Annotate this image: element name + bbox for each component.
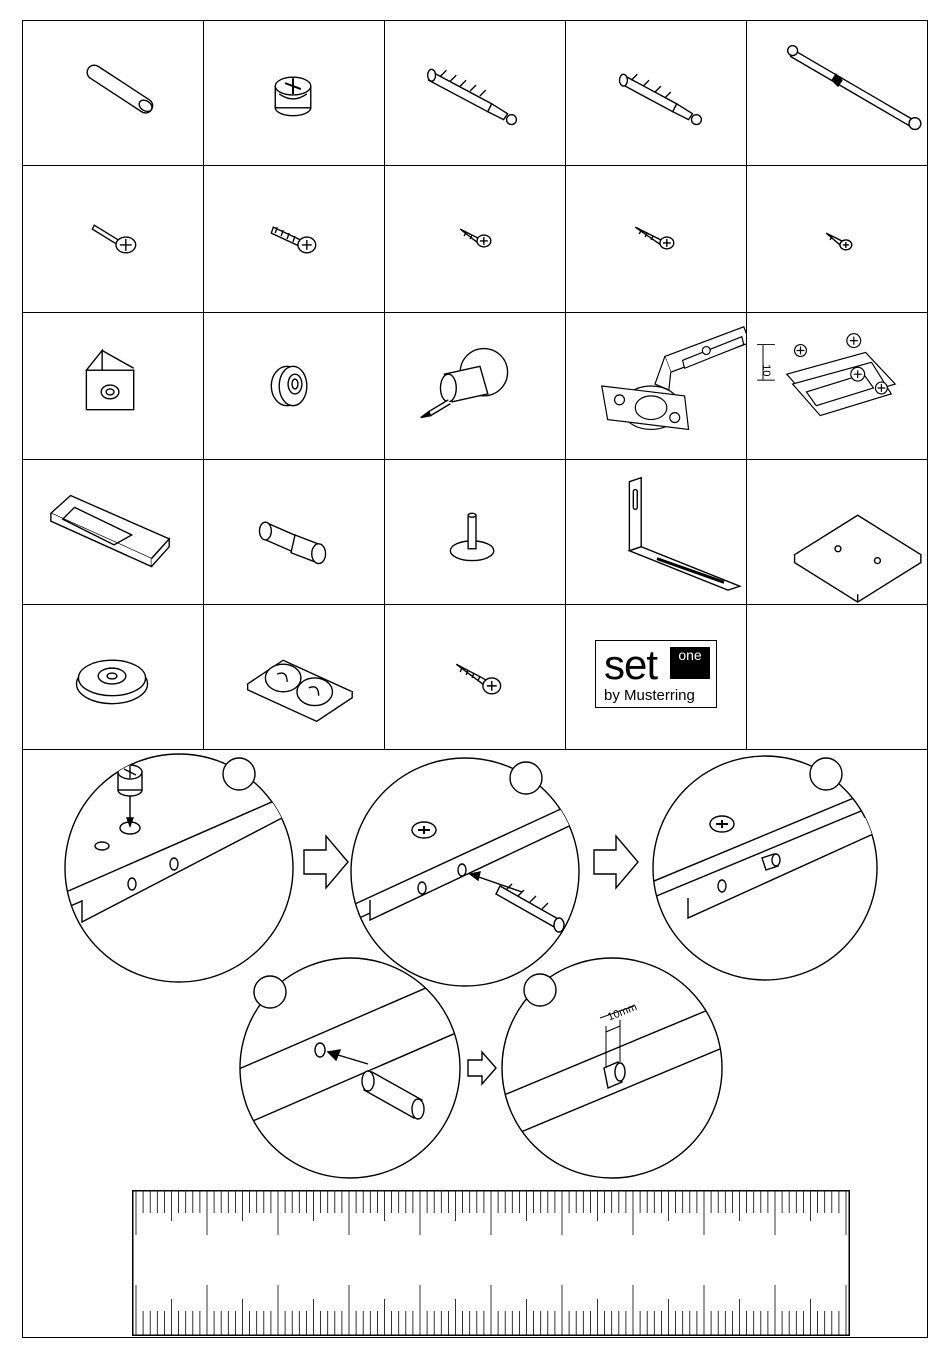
part-shelf-support-pin (203, 459, 385, 605)
part-screw-large (203, 165, 385, 313)
part-wooden-dowel (22, 20, 204, 166)
step-3-number-badge (810, 758, 842, 790)
dowel-dimension-label: 10mm (605, 1001, 639, 1024)
part-screw-cross (384, 604, 566, 750)
corner-bracket-icon (23, 313, 203, 459)
step-1-illustration (22, 754, 322, 982)
screw-large-icon (204, 166, 384, 312)
cam-bolt-plastic-dowel-icon (385, 21, 565, 165)
step-1-number-badge (223, 758, 255, 790)
part-cam-bolt-metal (22, 165, 204, 313)
hinge-plate-dimension: 10 (760, 364, 773, 377)
empty-cell (746, 604, 928, 750)
cam-bolt-metal-icon (23, 166, 203, 312)
step-arrow-1 (304, 836, 348, 888)
part-glide-nail (384, 459, 566, 605)
part-handle-bar (22, 459, 204, 605)
shelf-stud-bushing-icon (204, 313, 384, 459)
cam-lock-icon (204, 21, 384, 165)
step-arrow-2 (594, 836, 638, 888)
wooden-dowel-icon (23, 21, 203, 165)
logo-word: set (604, 641, 658, 688)
part-angle-bracket (565, 459, 747, 605)
part-concealed-hinge (565, 312, 747, 460)
screw-small-3-icon (747, 166, 927, 312)
mounting-plate-icon (747, 460, 927, 604)
part-connector-bolt-long (746, 20, 928, 166)
step-5-number-badge (524, 974, 556, 1006)
cover-cap-icon (23, 605, 203, 749)
logo-subtitle: by Musterring (604, 687, 695, 704)
screw-small-2-icon (566, 166, 746, 312)
part-cam-lock (203, 20, 385, 166)
step-4-number-badge (254, 976, 286, 1008)
measuring-ruler (132, 1190, 850, 1336)
step-2-number-badge (510, 762, 542, 794)
logo-badge: one (670, 647, 710, 679)
part-shelf-stud-bushing (203, 312, 385, 460)
part-bumper-pads (203, 604, 385, 750)
part-cover-cap (22, 604, 204, 750)
part-cam-bolt-short (565, 20, 747, 166)
ruler-scale (132, 1190, 850, 1336)
glide-nail-icon (385, 460, 565, 604)
step-arrow-3 (468, 1052, 496, 1084)
knob-icon (385, 313, 565, 459)
part-corner-bracket (22, 312, 204, 460)
part-screw-small-1 (384, 165, 566, 313)
part-mounting-plate (746, 459, 928, 605)
part-knob (384, 312, 566, 460)
shelf-support-pin-icon (204, 460, 384, 604)
step-2-illustration (342, 758, 602, 986)
part-screw-small-3 (746, 165, 928, 313)
screw-small-1-icon (385, 166, 565, 312)
set-one-logo (595, 640, 717, 708)
connector-bolt-long-icon (747, 21, 927, 165)
angle-bracket-icon (566, 460, 746, 604)
hinge-mounting-plate-icon (747, 313, 927, 459)
part-cam-bolt-plastic-dowel (384, 20, 566, 166)
step-3-illustration (642, 756, 902, 980)
handle-bar-icon (23, 460, 203, 604)
screw-cross-icon (385, 605, 565, 749)
bumper-pads-icon (204, 605, 384, 749)
part-hinge-mounting-plate (746, 312, 928, 460)
concealed-hinge-icon (566, 313, 746, 459)
cam-bolt-short-icon (566, 21, 746, 165)
parts-grid (22, 20, 928, 750)
part-screw-small-2 (565, 165, 747, 313)
